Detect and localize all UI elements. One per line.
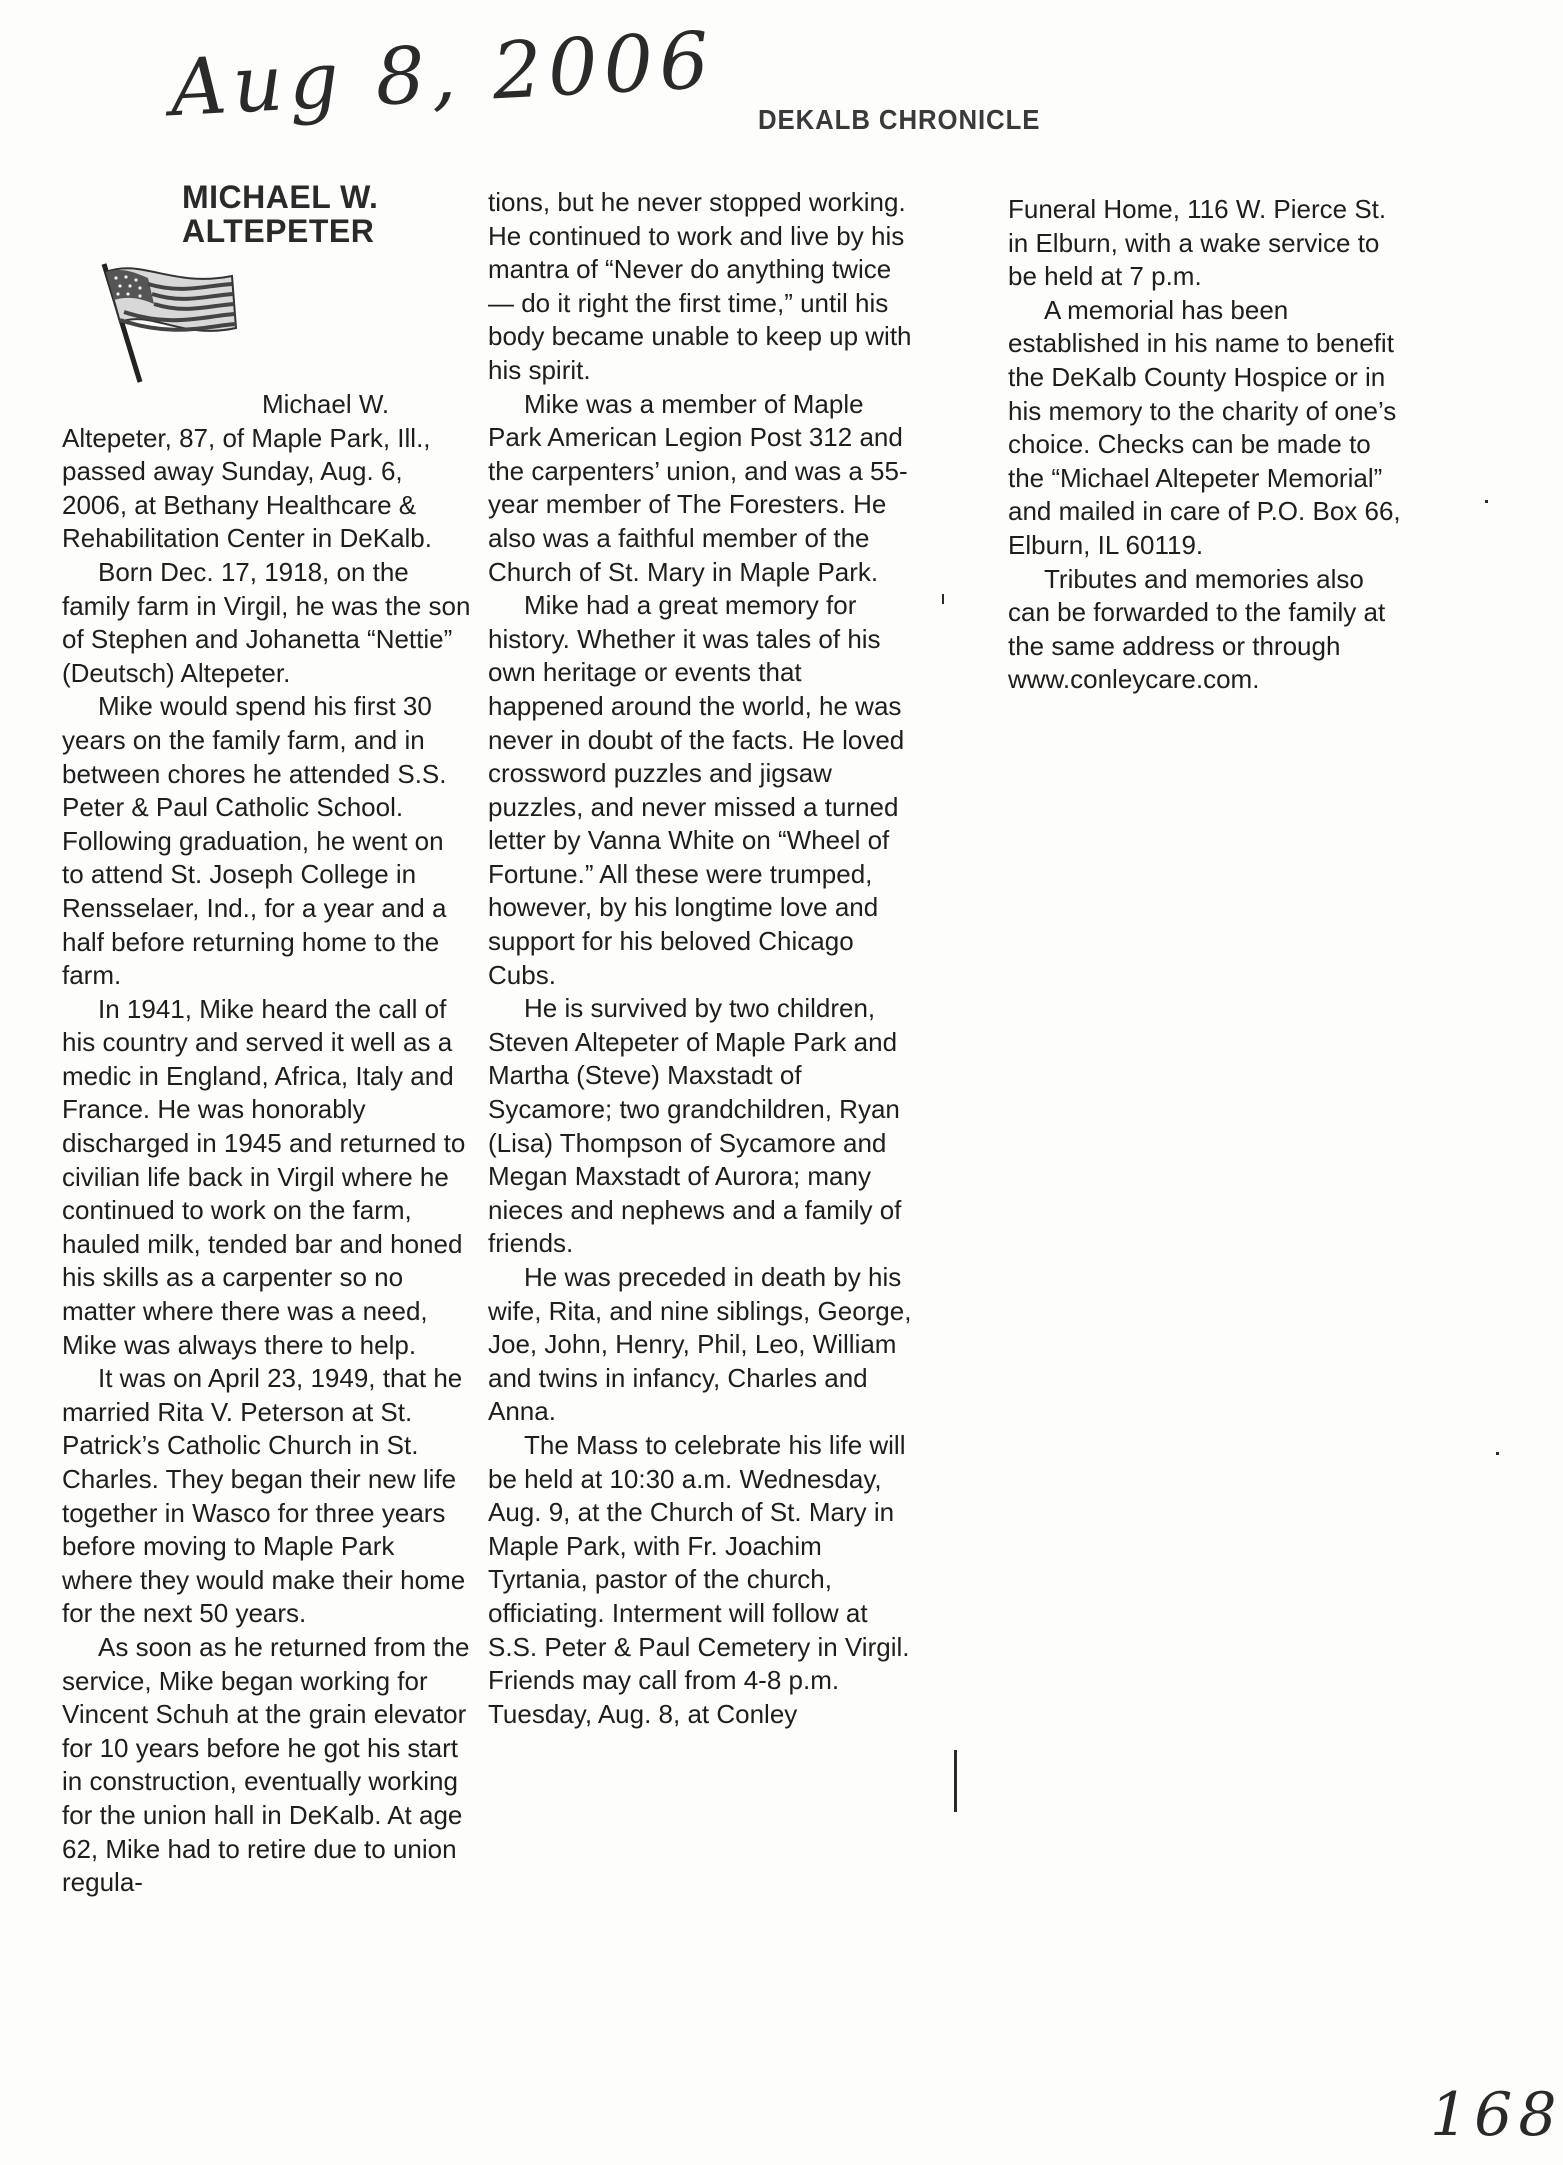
paragraph: Mike was a member of Maple Park American Legion Post 312 and the carpenters’ union, and was a 55-year member of The Foresters. He also was a faithful member of the Church of St. Mary in Maple Park.: [488, 388, 908, 587]
article-column-2: [488, 186, 918, 1731]
paragraph: Funeral Home, 116 W. Pierce St. in Elburn, with a wake service to be held at 7 p.m.: [1008, 194, 1387, 292]
newspaper-masthead: DEKALB CHRONICLE: [758, 104, 1041, 135]
paragraph: Tributes and memories also can be forwarded to the family at the same address or through www.conleycare.com.: [1008, 563, 1386, 695]
obituary-headline: [182, 180, 472, 248]
article-column-1: [62, 180, 472, 1900]
scan-speck: [942, 594, 944, 604]
headline-line-1: MICHAEL W.: [182, 179, 379, 215]
scan-mark: [954, 1750, 957, 1812]
article-column-3: [1008, 193, 1408, 697]
scan-speck: [1496, 1452, 1499, 1455]
paragraph: tions, but he never stopped working. He continued to work and live by his mantra of “Never do anything twice — do it right the first time,” until his body became unable to keep up with his spirit.: [488, 187, 912, 385]
handwritten-date: Aug 8, 2006: [168, 15, 717, 135]
flag-icon: [82, 258, 242, 388]
scan-speck: [1485, 500, 1488, 503]
paragraph: Michael W. Altepeter, 87, of Maple Park, Ill., passed away Sunday, Aug. 6, 2006, at Bethany Healthcare & Rehabilitation Center in DeKalb.: [62, 389, 432, 554]
paragraph: In 1941, Mike heard the call of his country and served it well as a medic in England, Africa, Italy and France. He was honorably discharged in 1945 and returned to civilian life back in Virgil where he continued to work on the farm, hauled milk, tended bar and honed his skills as a carpenter so no matter where there was a need, Mike was always there to help.: [62, 993, 466, 1360]
paragraph: Born Dec. 17, 1918, on the family farm in Virgil, he was the son of Stephen and Johanetta “Nettie” (Deutsch) Altepeter.: [62, 556, 471, 688]
paragraph: As soon as he returned from the service, Mike began working for Vincent Schuh at the grain elevator for 10 years before he got his start in construction, eventually working for the union hall in DeKalb. At age 62, Mike had to retire due to union regula-: [62, 1631, 470, 1898]
paragraph: The Mass to celebrate his life will be held at 10:30 a.m. Wednesday, Aug. 9, at the Church of St. Mary in Maple Park, with Fr. Joachim Tyrtania, pastor of the church, officiating. Interment will follow at S.S. Peter & Paul Cemetery in Virgil. Friends may call from 4-8 p.m. Tuesday, Aug. 8, at Conley: [488, 1429, 910, 1729]
paragraph: Mike had a great memory for history. Whether it was tales of his own heritage or events that happened around the world, he was never in doubt of the facts. He loved crossword puzzles and jigsaw puzzles, and never missed a turned letter by Vanna White on “Wheel of Fortune.” All these were trumped, however, by his longtime love and support for his beloved Chicago Cubs.: [488, 590, 905, 990]
paragraph: He is survived by two children, Steven Altepeter of Maple Park and Martha (Steve) Maxstadt of Sycamore; two grandchildren, Ryan (Lisa) Thompson of Sycamore and Megan Maxstadt of Aurora; many nieces and nephews and a family of friends.: [488, 993, 902, 1259]
paragraph: Mike would spend his first 30 years on the family farm, and in between chores he attended S.S. Peter & Paul Catholic School. Following graduation, he went on to attend St. Joseph College in Rensselaer, Ind., for a year and a half before returning home to the farm.: [62, 691, 447, 991]
headline-line-2: ALTEPETER: [182, 213, 375, 249]
paragraph: A memorial has been established in his name to benefit the DeKalb County Hospice or in his memory to the charity of one’s choice. Checks can be made to the “Michael Altepeter Memorial” and mailed in care of P.O. Box 66, Elburn, IL 60119.: [1008, 294, 1401, 560]
paragraph: It was on April 23, 1949, that he married Rita V. Peterson at St. Patrick’s Catholic Church in St. Charles. They began their new life together in Wasco for three years before moving to Maple Park where they would make their home for the next 50 years.: [62, 1363, 466, 1629]
paragraph: He was preceded in death by his wife, Rita, and nine siblings, George, Joe, John, Henry, Phil, Leo, William and twins in infancy, Charles and Anna.: [488, 1262, 912, 1427]
page-number: 168: [1430, 2080, 1563, 2150]
